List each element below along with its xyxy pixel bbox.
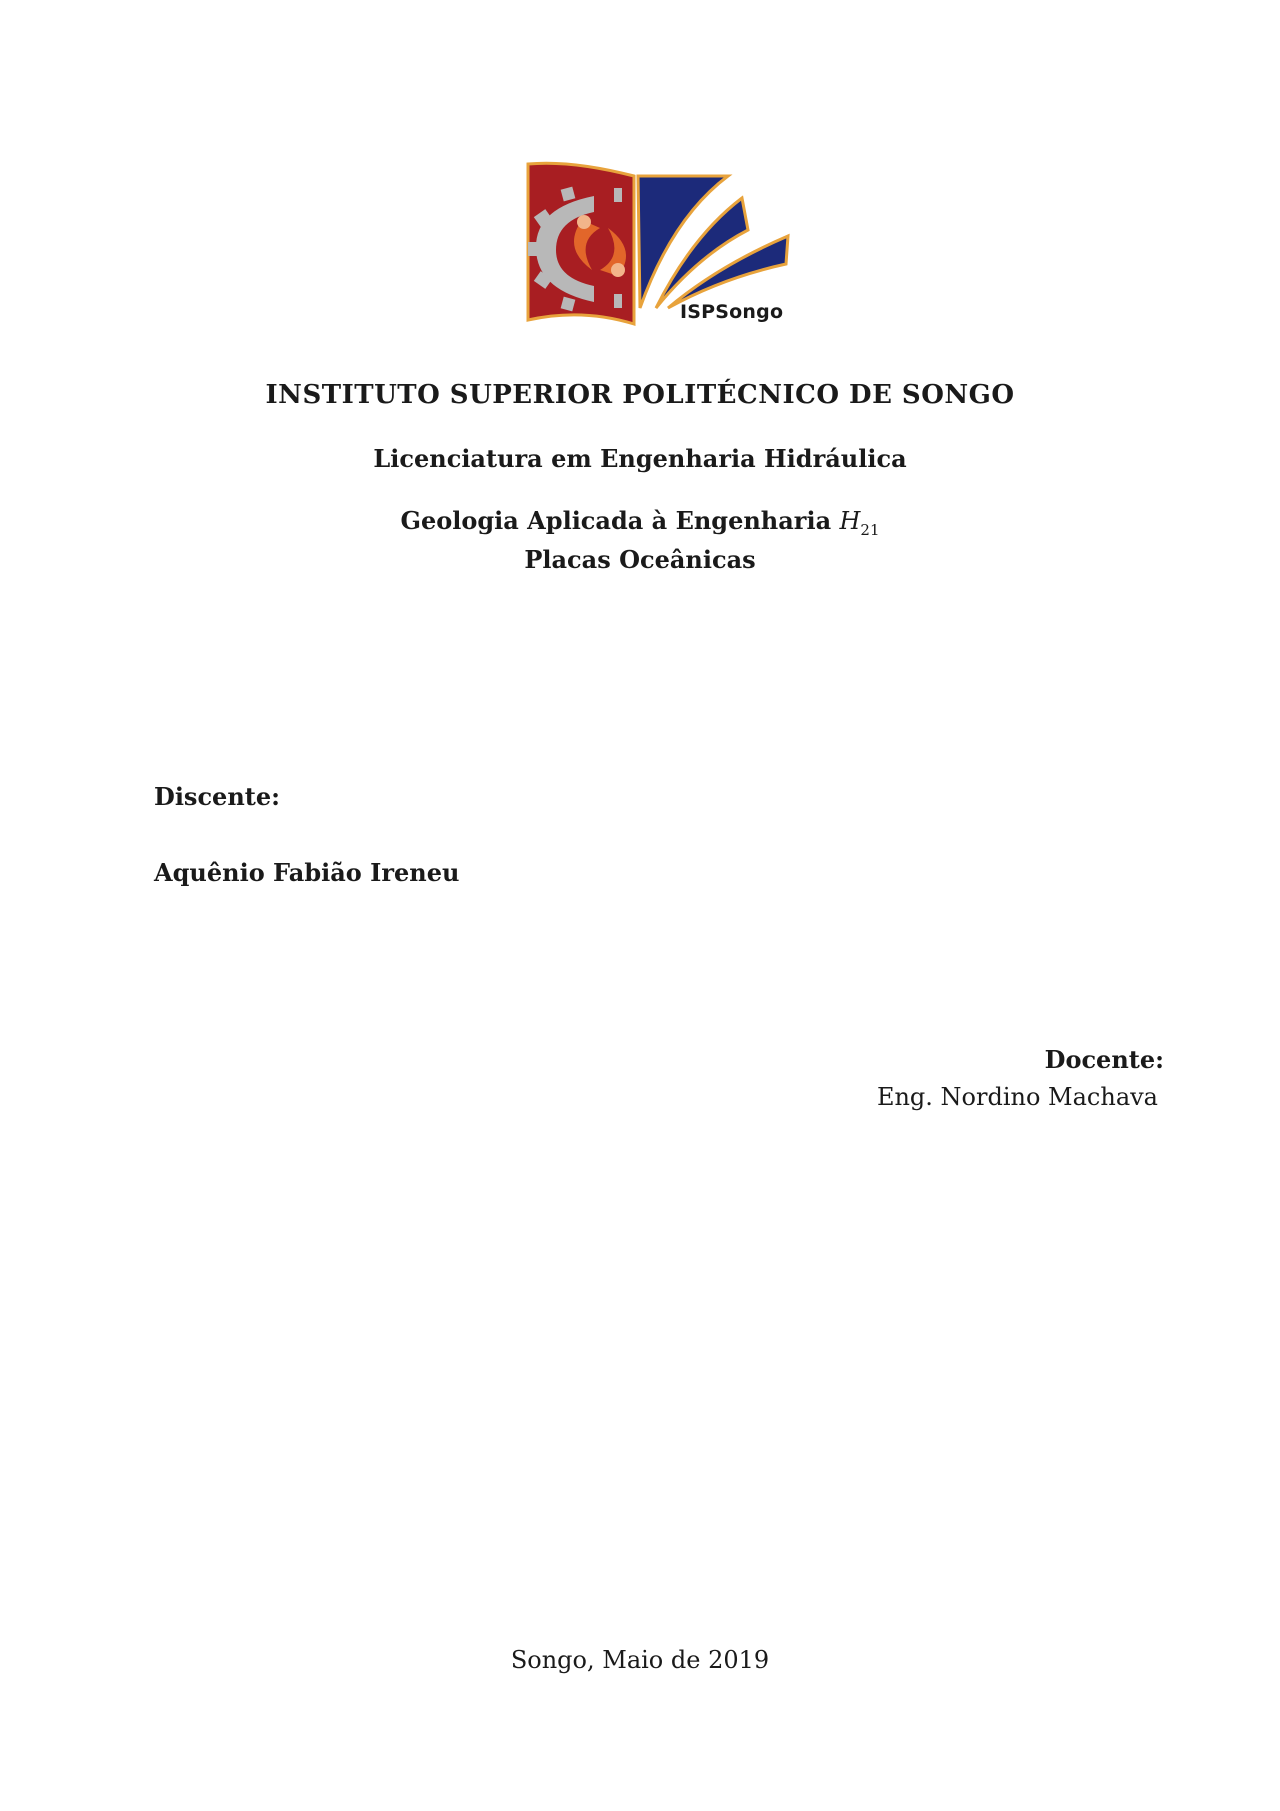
student-label: Discente:	[154, 782, 280, 811]
subject-title	[0, 506, 1280, 539]
subject-code-letter: H	[839, 507, 861, 535]
subject-code-number: 21	[860, 520, 880, 539]
student-name: Aquênio Fabião Ireneu	[154, 858, 460, 887]
place-date: Songo, Maio de 2019	[510, 1646, 770, 1674]
teacher-label: Docente:	[1044, 1045, 1164, 1074]
topic-title: Placas Oceânicas	[524, 545, 756, 574]
subject-name: Geologia Aplicada à Engenharia	[400, 506, 832, 535]
teacher-name: Eng. Nordino Machava	[876, 1083, 1158, 1111]
subject-code	[839, 507, 880, 539]
logo-text: ISPSongo	[680, 301, 784, 323]
course-name: Licenciatura em Engenharia Hidráulica	[373, 444, 907, 473]
institution-name: INSTITUTO SUPERIOR POLITÉCNICO DE SONGO	[265, 380, 1015, 410]
